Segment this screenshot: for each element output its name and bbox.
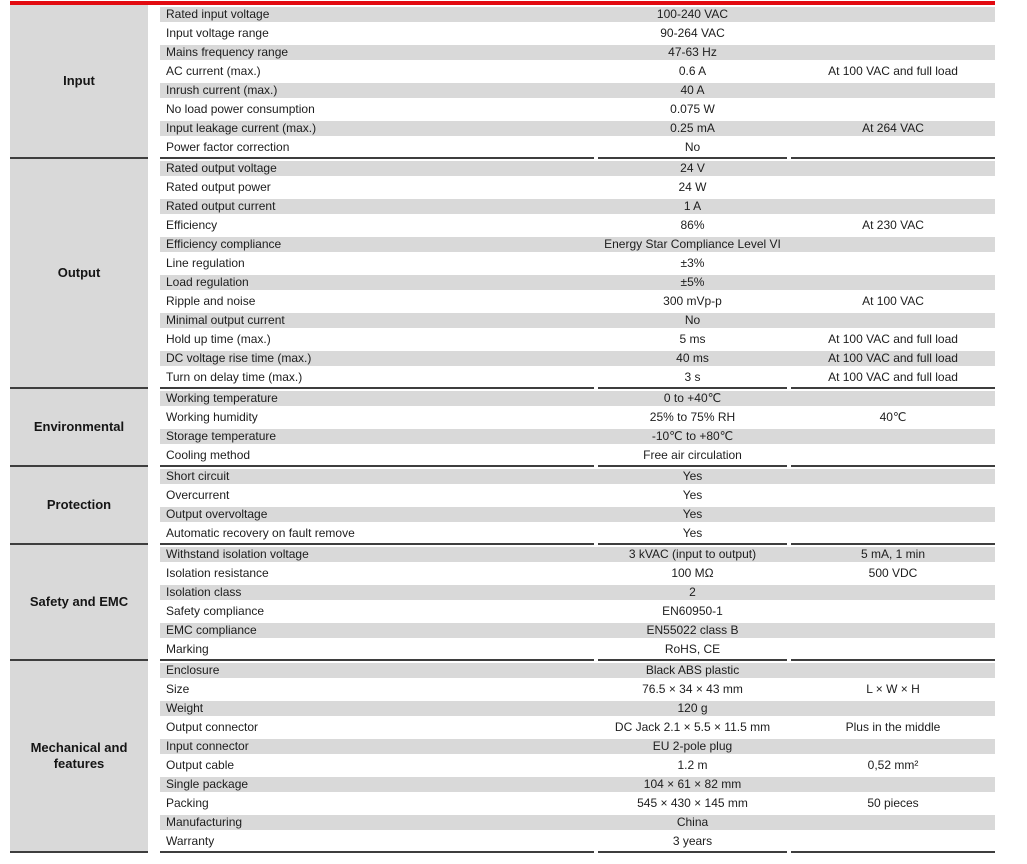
spec-parameter-value: 5 ms xyxy=(679,332,706,346)
spec-parameter-value: 0.6 A xyxy=(678,64,707,78)
section-rows xyxy=(160,389,995,465)
spec-parameter-value: 0.075 W xyxy=(670,102,715,116)
spec-parameter-label: Efficiency xyxy=(166,218,218,232)
spec-parameter-value: Energy Star Compliance Level VI xyxy=(604,237,781,251)
spec-parameter-value: Yes xyxy=(682,469,703,483)
spec-row xyxy=(160,197,995,216)
section-rows xyxy=(160,467,995,543)
spec-row xyxy=(160,718,995,737)
spec-parameter-label: Mains frequency range xyxy=(166,45,289,59)
spec-parameter-value: 0.25 mA xyxy=(670,121,715,135)
spec-parameter-value: 100 MΩ xyxy=(671,566,714,580)
spec-row xyxy=(160,737,995,756)
spec-parameter-label: Rated output voltage xyxy=(166,161,277,175)
spec-parameter-note: At 100 VAC and full load xyxy=(828,351,958,365)
spec-parameter-note: 50 pieces xyxy=(867,796,919,810)
spec-parameter-value: 76.5 × 34 × 43 mm xyxy=(642,682,743,696)
spec-row xyxy=(160,640,995,659)
spec-row xyxy=(160,661,995,680)
spec-parameter-value: 300 mVp-p xyxy=(663,294,722,308)
spec-parameter-value: 104 × 61 × 82 mm xyxy=(643,777,742,791)
spec-parameter-label: Minimal output current xyxy=(166,313,285,327)
spec-parameter-label: Inrush current (max.) xyxy=(166,83,278,97)
spec-parameter-label: Cooling method xyxy=(166,448,251,462)
spec-parameter-label: Output cable xyxy=(166,758,235,772)
spec-parameter-label: Output connector xyxy=(166,720,259,734)
spec-row xyxy=(160,832,995,851)
spec-parameter-label: Load regulation xyxy=(166,275,249,289)
spec-parameter-label: AC current (max.) xyxy=(166,64,261,78)
spec-parameter-label: Working temperature xyxy=(166,391,278,405)
spec-parameter-value: 47-63 Hz xyxy=(668,45,717,59)
spec-row xyxy=(160,216,995,235)
spec-parameter-value: 120 g xyxy=(677,701,708,715)
spec-parameter-note: 40℃ xyxy=(879,410,907,424)
spec-parameter-value: 40 ms xyxy=(676,351,709,365)
spec-parameter-value: 100-240 VAC xyxy=(656,7,729,21)
spec-parameter-value: Black ABS plastic xyxy=(645,663,740,677)
spec-parameter-note: At 264 VAC xyxy=(862,121,924,135)
section-rows xyxy=(160,545,995,659)
spec-parameter-label: Manufacturing xyxy=(166,815,243,829)
spec-section xyxy=(10,545,995,659)
section-title: Safety and EMC xyxy=(10,545,148,659)
spec-row xyxy=(160,5,995,24)
spec-parameter-label: Isolation class xyxy=(166,585,242,599)
spec-parameter-label: Single package xyxy=(166,777,249,791)
spec-parameter-value: Yes xyxy=(682,526,703,540)
spec-parameter-value: ±5% xyxy=(680,275,705,289)
spec-parameter-label: EMC compliance xyxy=(166,623,257,637)
spec-section xyxy=(10,467,995,543)
spec-parameter-note: At 230 VAC xyxy=(862,218,924,232)
spec-parameter-label: Short circuit xyxy=(166,469,230,483)
spec-row xyxy=(160,349,995,368)
spec-row xyxy=(160,235,995,254)
spec-row xyxy=(160,699,995,718)
spec-row xyxy=(160,43,995,62)
spec-parameter-label: Withstand isolation voltage xyxy=(166,547,309,561)
spec-parameter-label: Storage temperature xyxy=(166,429,277,443)
spec-row xyxy=(160,138,995,157)
spec-parameter-value: Free air circulation xyxy=(643,448,742,462)
spec-row xyxy=(160,159,995,178)
spec-parameter-note: Plus in the middle xyxy=(845,720,941,734)
spec-parameter-label: Ripple and noise xyxy=(166,294,256,308)
spec-parameter-value: 24 W xyxy=(678,180,707,194)
section-title: Input xyxy=(10,5,148,157)
spec-parameter-note: 500 VDC xyxy=(868,566,918,580)
section-title: Output xyxy=(10,159,148,387)
spec-row xyxy=(160,775,995,794)
spec-parameter-label: Hold up time (max.) xyxy=(166,332,271,346)
spec-parameter-label: Warranty xyxy=(166,834,215,848)
spec-parameter-value: No xyxy=(684,313,701,327)
spec-row xyxy=(160,486,995,505)
spec-parameter-value: Yes xyxy=(682,488,703,502)
spec-sheet xyxy=(10,1,995,853)
spec-row xyxy=(160,311,995,330)
spec-parameter-label: Size xyxy=(166,682,190,696)
table-bottom-border xyxy=(10,851,995,853)
section-title: Mechanical and features xyxy=(10,661,148,851)
spec-parameter-value: -10℃ to +80℃ xyxy=(651,429,734,443)
spec-parameter-label: Marking xyxy=(166,642,209,656)
spec-parameter-value: 1 A xyxy=(683,199,702,213)
spec-parameter-note: At 100 VAC xyxy=(862,294,924,308)
spec-parameter-label: Input leakage current (max.) xyxy=(166,121,317,135)
spec-row xyxy=(160,545,995,564)
spec-parameter-label: Rated output power xyxy=(166,180,271,194)
section-rows xyxy=(160,159,995,387)
spec-parameter-label: Automatic recovery on fault remove xyxy=(166,526,355,540)
spec-parameter-label: Input connector xyxy=(166,739,249,753)
spec-parameter-label: Turn on delay time (max.) xyxy=(166,370,303,384)
spec-row xyxy=(160,100,995,119)
spec-parameter-value: Yes xyxy=(682,507,703,521)
spec-parameter-value: 3 s xyxy=(684,370,701,384)
section-title: Protection xyxy=(10,467,148,543)
spec-parameter-value: 24 V xyxy=(680,161,705,175)
spec-parameter-value: 3 years xyxy=(672,834,713,848)
spec-row xyxy=(160,292,995,311)
spec-row xyxy=(160,24,995,43)
spec-parameter-value: EN55022 class B xyxy=(646,623,739,637)
spec-parameter-value: 25% to 75% RH xyxy=(649,410,736,424)
spec-parameter-note: L × W × H xyxy=(866,682,920,696)
spec-parameter-label: Line regulation xyxy=(166,256,245,270)
spec-row xyxy=(160,178,995,197)
spec-parameter-label: Isolation resistance xyxy=(166,566,269,580)
spec-row xyxy=(160,680,995,699)
spec-parameter-label: Enclosure xyxy=(166,663,220,677)
spec-parameter-value: No xyxy=(684,140,701,154)
spec-parameter-value: 2 xyxy=(689,585,696,599)
spec-section xyxy=(10,5,995,157)
spec-row xyxy=(160,524,995,543)
spec-parameter-label: Rated output current xyxy=(166,199,276,213)
spec-row xyxy=(160,467,995,486)
spec-row xyxy=(160,330,995,349)
spec-section xyxy=(10,661,995,851)
spec-parameter-value: 90-264 VAC xyxy=(660,26,725,40)
spec-row xyxy=(160,602,995,621)
section-title: Environmental xyxy=(10,389,148,465)
spec-parameter-value: 40 A xyxy=(680,83,705,97)
spec-parameter-label: Working humidity xyxy=(166,410,258,424)
spec-parameter-value: 1.2 m xyxy=(677,758,708,772)
spec-parameter-value: 0 to +40℃ xyxy=(663,391,722,405)
spec-parameter-label: Input voltage range xyxy=(166,26,269,40)
spec-row xyxy=(160,81,995,100)
spec-parameter-value: 86% xyxy=(680,218,705,232)
spec-table xyxy=(10,5,995,853)
spec-row xyxy=(160,794,995,813)
spec-parameter-value: DC Jack 2.1 × 5.5 × 11.5 mm xyxy=(614,720,771,734)
spec-parameter-value: EN60950-1 xyxy=(662,604,723,618)
spec-parameter-note: At 100 VAC and full load xyxy=(828,370,958,384)
section-rows xyxy=(160,5,995,157)
spec-row xyxy=(160,368,995,387)
spec-parameter-value: RoHS, CE xyxy=(664,642,721,656)
spec-section xyxy=(10,389,995,465)
spec-row xyxy=(160,273,995,292)
spec-parameter-label: DC voltage rise time (max.) xyxy=(166,351,312,365)
spec-parameter-value: 3 kVAC (input to output) xyxy=(628,547,757,561)
spec-row xyxy=(160,564,995,583)
spec-parameter-note: At 100 VAC and full load xyxy=(828,64,958,78)
spec-parameter-label: Packing xyxy=(166,796,209,810)
spec-row xyxy=(160,119,995,138)
spec-row xyxy=(160,583,995,602)
spec-row xyxy=(160,505,995,524)
spec-row xyxy=(160,408,995,427)
spec-parameter-note: 0,52 mm² xyxy=(867,758,919,772)
spec-parameter-label: Power factor correction xyxy=(166,140,290,154)
spec-parameter-value: ±3% xyxy=(680,256,705,270)
spec-row xyxy=(160,813,995,832)
spec-row xyxy=(160,621,995,640)
spec-parameter-note: 5 mA, 1 min xyxy=(860,547,926,561)
spec-parameter-value: China xyxy=(676,815,709,829)
spec-row xyxy=(160,62,995,81)
spec-parameter-value: 545 × 430 × 145 mm xyxy=(637,796,748,810)
spec-parameter-label: Weight xyxy=(166,701,204,715)
spec-parameter-label: Safety compliance xyxy=(166,604,265,618)
spec-row xyxy=(160,254,995,273)
spec-row xyxy=(160,389,995,408)
spec-parameter-label: Output overvoltage xyxy=(166,507,268,521)
spec-row xyxy=(160,756,995,775)
spec-parameter-label: Efficiency compliance xyxy=(166,237,282,251)
spec-parameter-label: No load power consumption xyxy=(166,102,315,116)
spec-row xyxy=(160,427,995,446)
spec-parameter-label: Overcurrent xyxy=(166,488,230,502)
section-rows xyxy=(160,661,995,851)
spec-section xyxy=(10,159,995,387)
spec-parameter-value: EU 2-pole plug xyxy=(652,739,733,753)
spec-parameter-note: At 100 VAC and full load xyxy=(828,332,958,346)
spec-parameter-label: Rated input voltage xyxy=(166,7,270,21)
spec-row xyxy=(160,446,995,465)
